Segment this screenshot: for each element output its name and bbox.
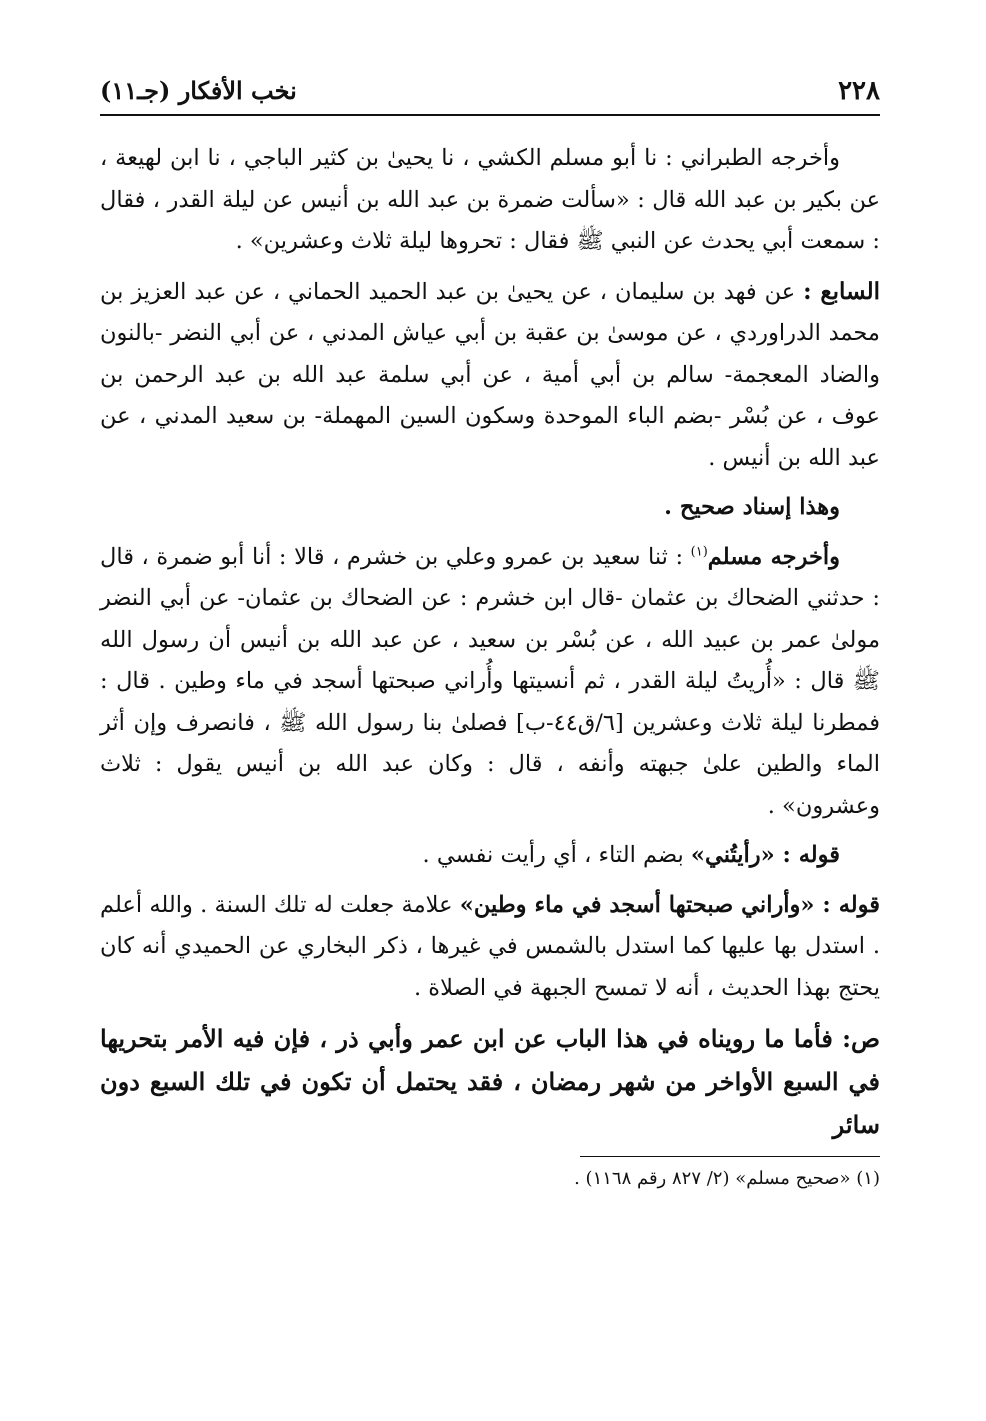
paragraph-qawluhu-raaytuni [100,835,880,877]
footnote: (١) «صحيح مسلم» (٢/ ٨٢٧ رقم ١١٦٨) . [574,1168,880,1189]
paragraph-muslim [100,537,880,828]
footnote-divider [580,1156,880,1157]
paragraph-isnad-sahih: وهذا إسناد صحيح . [664,494,840,520]
seventh-text: عن فهد بن سليمان ، عن يحيىٰ بن عبد الحميد الحماني ، عن عبد العزيز بن محمد الدراوردي ، عن موسىٰ بن عقبة بن أبي عياش المدني ، عن أبي النضر -بالنون والضاد المعجمة- سالم بن أبي أمية ، عن أبي سلمة عبد الله بن عبد الرحمن بن عوف ، عن بُسْر -بضم الباء الموحدة وسكون السين المهملة- بن سعيد المدني ، عن عبد الله بن أنيس . [100,278,880,471]
arani-text: علامة جعلت له تلك السنة . والله أعلم . استدل بها عليها كما استدل بالشمس في غيرها ، ذكر البخاري عن الحميدي أنه كان يحتج بهذا الحديث ، أنه لا تمسح الجبهة في الصلاة . [100,891,880,1001]
raaytuni-label: قوله : «رأيتُني» [690,842,840,868]
muslim-text: : ثنا سعيد بن عمرو وعلي بن خشرم ، قالا : أنا أبو ضمرة ، قال : حدثني الضحاك بن عثمان -قال ابن خشرم : عن الضحاك بن عثمان- عن أبي النضر مولىٰ عمر بن عبيد الله ، عن بُسْر بن سعيد ، عن عبد الله بن أنيس أن رسول الله ﷺ قال : «أُريتُ ليلة القدر ، ثم أنسيتها وأُراني صبحتها أسجد في ماء وطين . قال : فمطرنا ليلة ثلاث وعشرين [٦/ق٤٤-ب] فصلىٰ بنا رسول الله ﷺ ، فانصرف وإن أثر الماء والطين علىٰ جبهته وأنفه ، قال : وكان عبد الله بن أنيس يقول : ثلاث وعشرون» . [100,543,880,819]
paragraph-qawluhu-arani [100,885,880,1010]
raaytuni-text: بضم التاء ، أي رأيت نفسي . [422,842,691,868]
book-title: نخب الأفكار (جـ١١) [100,76,297,105]
main-text [100,138,880,1146]
seventh-label: السابع : [803,277,880,305]
paragraph-tabarani: وأخرجه الطبراني : نا أبو مسلم الكشي ، نا يحيىٰ بن كثير الباجي ، نا ابن لهيعة ، عن بكير بن عبد الله قال : «سألت ضمرة بن عبد الله بن أنيس عن ليلة القدر ، فقال : سمعت أبي يحدث عن النبي ﷺ فقال : تحروها ليلة ثلاث وعشرين» . [100,145,880,254]
paragraph-seventh-chain [100,271,880,480]
arani-label: قوله : «وأراني صبحتها أسجد في ماء وطين» [459,891,880,918]
paragraph-sad: ص: فأما ما رويناه في هذا الباب عن ابن عمر وأبي ذر ، فإن فيه الأمر بتحريها في السبع الأواخر من شهر رمضان ، فقد يحتمل أن تكون في تلك السبع دون سائر [100,1024,880,1139]
page-header [100,70,880,116]
book-page [100,70,880,1193]
page-number: ٢٢٨ [838,76,880,106]
footnote-ref[interactable]: (١) [690,544,708,559]
muslim-label: وأخرجه مسلم [707,543,840,570]
